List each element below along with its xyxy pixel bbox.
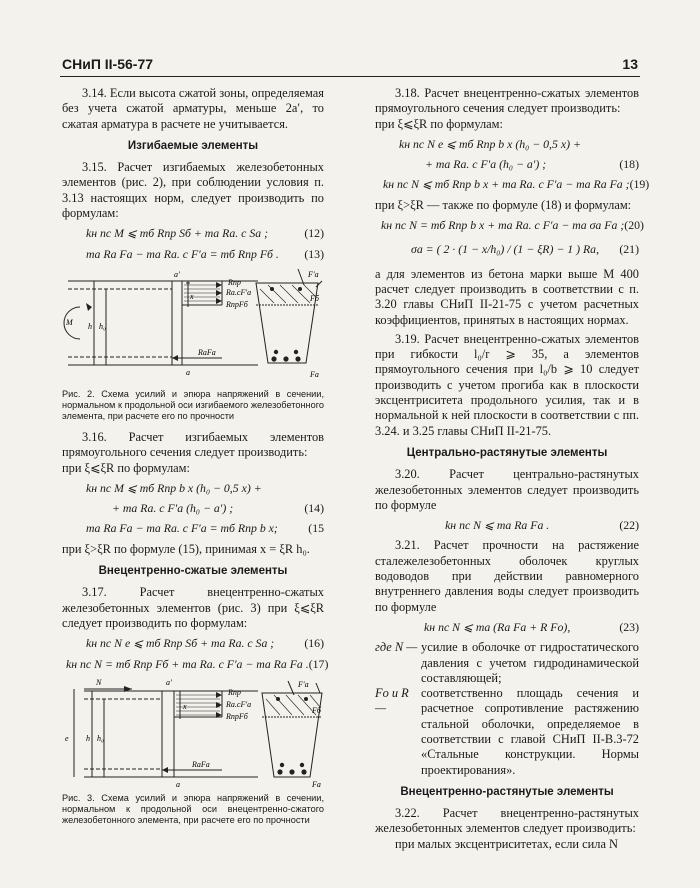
fig2-label-rac: Rа.сF′а (226, 287, 252, 297)
fig3-label-rafa: RаFа (192, 759, 210, 769)
formula-12 (62, 226, 324, 241)
clause-3-14: 3.14. Если высота сжатой зоны, определяемая без учета сжатой арматуры, меньше 2a′, то сжатая арматура в расчете не учитывается. (62, 86, 324, 131)
section-heading-central-tension: Центрально-растянутые элементы (406, 446, 608, 459)
formula-20-expr: kн nс N = mб Rпр b x + mа Rа. с F′а − mа σа Fа ; (381, 218, 625, 233)
formula-15-expr: mа Rа Fа − mа Rа. с F′а = mб Rпр b x; (86, 521, 278, 536)
figure-2-caption: Рис. 2. Схема усилий и эпюра напряжений в сечении, нормальном к продольной оси изгибаемого железобетонного элемента, при расчете его по прочности (62, 388, 324, 421)
formula-14-expr-b: + mа Rа. с F′а (h₀ − a′) ; (112, 501, 234, 516)
formula-15-number: (15 (308, 521, 324, 536)
formula-18-line2 (375, 157, 639, 172)
fig3-label-rpr: Rпр (228, 687, 241, 697)
formula-19 (375, 177, 650, 192)
section-heading-eccentric-compression: Внецентренно-сжатые элементы (98, 565, 288, 578)
clause-3-18: 3.18. Расчет внецентренно-сжатых элементов прямоугольного сечения следует производить: (375, 86, 639, 116)
formula-22 (375, 518, 639, 533)
section-heading-eccentric-tension: Внецентренно-растянутые элементы (400, 785, 614, 798)
formula-17-number: (17) (308, 656, 329, 671)
formula-22-number: (22) (619, 518, 639, 533)
right-column (375, 86, 650, 852)
formula-16 (62, 636, 324, 651)
definition-n (375, 640, 639, 686)
formula-18-expr-a: kн nс N e ⩽ mб Rпр b x (h₀ − 0,5 x) + (399, 136, 581, 151)
fig3-label-rac: Rа.сF′а (226, 699, 252, 709)
left-column (62, 86, 329, 834)
fig2-label-rprfb: RпрFб (226, 299, 248, 309)
formula-23-expr: kн nс N ⩽ mа (Rа Fа + R Fо), (424, 619, 571, 634)
formula-21-number: (21) (619, 242, 639, 257)
formula-18-number: (18) (619, 157, 639, 172)
fig2-label-a-prime: a′ (174, 269, 180, 279)
definition-fo-r-term: Fо и R — (375, 686, 409, 716)
header-rule (60, 76, 640, 77)
formula-14-expr-a: kн nс M ⩽ mб Rпр b x (h₀ − 0,5 x) + (86, 480, 262, 495)
clause-3-22-condition: при малых эксцентриситетах, если сила N (395, 836, 618, 851)
formula-13-number: (13) (304, 246, 324, 261)
definition-n-term: где N — (375, 640, 418, 655)
formula-17-expr: kн nс N = mб Rпр Fб + mа Rа. с F′а − mа Rа Fа . (66, 656, 309, 671)
fig3-label-n: N (96, 677, 102, 687)
running-header: СНиП II-56-77 (62, 56, 154, 72)
fig2-label-rafa: RаFа (198, 347, 216, 357)
clause-3-18-note: при ξ>ξR — также по формуле (18) и формулам: (375, 197, 632, 212)
fig2-label-m: M (66, 317, 73, 327)
formula-22-expr: kн nс N ⩽ mа Rа Fа . (445, 518, 550, 533)
clause-3-20: 3.20. Расчет центрально-растянутых железобетонных элементов следует производить по формуле (375, 467, 639, 512)
formula-14-number: (14) (304, 501, 324, 516)
fig3-label-h: h (86, 733, 90, 743)
formula-17 (62, 656, 329, 672)
fig3-label-h0: h₀ (97, 733, 104, 743)
definition-fo-r-text: соответственно площадь сечения и расчетное сопротивление растяжению стальной оболочки, определяемое в соответствии с главой СНиП II-В.3-72 «Стальные конструкции. Нормы проектирования». (421, 686, 639, 777)
fig2-label-fa: Fа (310, 369, 319, 379)
formula-23 (375, 620, 639, 635)
clause-3-21: 3.21. Расчет прочности на растяжение сталежелезобетонных оболочек круглых водоводов при действии равномерного внутреннего давления воды следует производить по формуле (375, 538, 639, 614)
fig3-label-fa: Fа (312, 779, 321, 789)
fig3-label-fa-prime: F′а (298, 679, 309, 689)
formula-13 (62, 247, 324, 262)
formula-19-expr: kн nс N ⩽ mб Rпр b x + mа Rа. с F′а − mа Rа Fа ; (383, 177, 630, 192)
formula-15 (62, 521, 324, 536)
definition-n-text: усилие в оболочке от гидростатического давления с учетом гидродинамической составляющей; (421, 640, 639, 685)
formula-12-expr: kн nс M ⩽ mб Rпр Sб + mа Rа. с Sа ; (86, 226, 269, 241)
fig2-label-fb: Fб (310, 293, 319, 303)
formula-23-number: (23) (619, 619, 639, 634)
formula-14-line1 (62, 481, 324, 496)
formula-14-line2 (62, 501, 324, 516)
fig3-label-a: a (176, 779, 180, 789)
figure-3 (62, 677, 324, 789)
fig2-label-a: a (186, 367, 190, 377)
clause-3-15: 3.15. Расчет изгибаемых железобетонных элементов (рис. 2), при соблюдении условия п. 3.13 настоящих норм, следует производить по формулам: (62, 160, 324, 221)
fig2-label-h0: h₀ (99, 321, 106, 331)
fig3-label-x: x (183, 701, 187, 711)
formula-21 (375, 242, 639, 257)
formula-16-number: (16) (304, 636, 324, 651)
clause-3-18-remark: а для элементов из бетона марки выше М 400 расчет следует производить в соответствии с п. 3.20 главы СНиП II-21-75 с учетом расчетных коэффициентов, принятых в настоящих нормах. (375, 266, 639, 327)
clause-3-16-note: при ξ>ξR по формуле (15), принимая x = ξR h₀. (62, 541, 310, 556)
formula-16-expr: kн nс N e ⩽ mб Rпр Sб + mа Rа. с Sа ; (86, 636, 275, 651)
clause-3-16: 3.16. Расчет изгибаемых элементов прямоугольного сечения следует производить: (62, 429, 324, 460)
formula-20-number: (20) (624, 218, 644, 233)
fig2-label-rpr: Rпр (228, 277, 241, 287)
fig2-label-h: h (88, 321, 92, 331)
fig3-label-fb: Fб (312, 705, 321, 715)
formula-12-number: (12) (304, 226, 324, 241)
figure-2 (62, 267, 324, 385)
clause-3-16-condition: при ξ⩽ξR по формулам: (62, 460, 190, 475)
clause-3-19: 3.19. Расчет внецентренно-сжатых элементов при гибкости l₀/r ⩾ 35, а элементов прямоугольного сечения при l₀/b ⩾ 10 следует производить с учетом прогиба как в плоскости эксцентриситета продольного усилия, так и в нормальной к ней плоскости в соответствии с пп. 3.24. и 3.25 главы СНиП II-21-75. (375, 331, 639, 438)
clause-3-18-condition: при ξ⩽ξR по формулам: (375, 116, 503, 131)
formula-18-line1 (375, 137, 639, 152)
formula-19-number: (19) (629, 177, 650, 192)
section-heading-bending: Изгибаемые элементы (127, 139, 259, 152)
clause-3-22: 3.22. Расчет внецентренно-растянутых железобетонных элементов следует производить: (375, 806, 639, 836)
fig2-label-fa-prime: F′а (308, 269, 319, 279)
fig3-label-rprfb: RпрFб (226, 711, 248, 721)
page-number: 13 (622, 56, 638, 72)
formula-21-expr: σа = ( 2 · (1 − x/h₀) / (1 − ξR) − 1 ) Rа, (411, 242, 600, 257)
fig3-label-a-prime: a′ (166, 677, 172, 687)
fig3-label-e: e (65, 733, 69, 743)
formula-18-expr-b: + mа Rа. с F′а (h₀ − a′) ; (425, 157, 547, 172)
fig2-label-x: x (190, 291, 194, 301)
formula-20 (375, 218, 644, 233)
clause-3-17: 3.17. Расчет внецентренно-сжатых железобетонных элементов (рис. 3) при ξ⩽ξR следует производить по формулам: (62, 585, 324, 630)
figure-3-caption: Рис. 3. Схема усилий и эпюра напряжений в сечении, нормальном к продольной оси внецентренно-сжатого железобетонного элемента, при расчете его по прочности (62, 792, 324, 825)
definition-fo-r (375, 686, 639, 778)
formula-13-expr: mа Rа Fа − mа Rа. с F′а = mб Rпр Fб . (86, 246, 279, 261)
